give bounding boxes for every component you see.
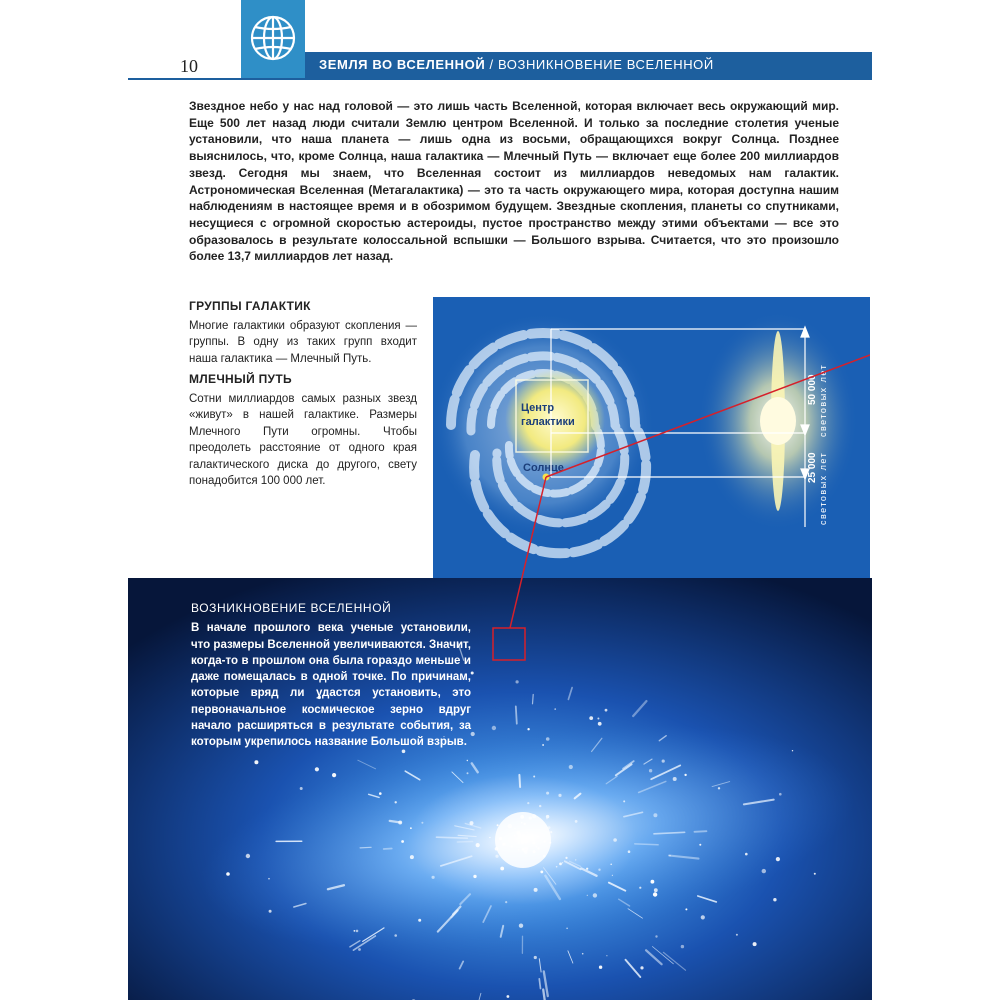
star <box>605 709 608 712</box>
star <box>540 871 543 874</box>
header-separator: / <box>485 57 498 72</box>
star <box>507 995 510 998</box>
dim-25000-label: 25 000 <box>807 452 818 483</box>
star <box>562 862 563 863</box>
star <box>699 844 701 846</box>
origin-text: В начале прошлого века ученые установили, что размеры Вселенной увеличиваются. Значит, когда-то в прошлом она была гораздо меньше и даже помещалась в одной точке. По причинам, которые вряд ли удастся установить, это первоначальное космическое зерно вдруг начало расширяться в результате события, за которым укрепилось название Большой взрыв. <box>191 622 471 749</box>
light-ray <box>539 979 540 989</box>
header-section: ЗЕМЛЯ ВО ВСЕЛЕННОЙ <box>319 57 486 72</box>
star <box>566 928 568 930</box>
star <box>779 793 782 796</box>
header-breadcrumb <box>319 57 714 72</box>
milky-way-text: Сотни миллиардов самых разных звезд «живут» в нашей галактике. Размеры Млечного Пути огромны. Чтобы преодолеть расстояние от одного края галактического диска до другого, свету понадобится 100 000 лет. <box>189 392 417 487</box>
light-ray <box>437 837 468 838</box>
star <box>792 750 793 751</box>
groups-text: Многие галактики образуют скопления — группы. В одну из таких групп входит наша галактика — Млечный Путь. <box>189 319 417 365</box>
header-rule <box>128 78 872 80</box>
star <box>226 872 230 876</box>
origin-text-block <box>191 600 471 751</box>
star <box>673 777 677 781</box>
star <box>467 760 468 761</box>
light-ray <box>360 847 371 848</box>
star <box>467 772 469 774</box>
star <box>598 722 602 726</box>
milky-way-title: МЛЕЧНЫЙ ПУТЬ <box>189 372 292 386</box>
star <box>753 942 757 946</box>
section-badge <box>241 0 305 78</box>
star <box>814 873 816 875</box>
dim-50000-label: 50 000 <box>807 374 818 405</box>
star <box>471 732 475 736</box>
star <box>684 774 686 776</box>
light-ray <box>519 775 520 787</box>
star <box>269 910 272 913</box>
star <box>718 787 720 789</box>
star <box>569 765 573 769</box>
star <box>516 680 519 683</box>
star <box>505 901 507 903</box>
light-ray <box>635 844 658 845</box>
dim-unit-label-lower: световых лет <box>818 451 828 525</box>
star <box>533 776 535 778</box>
star <box>613 838 617 842</box>
star <box>640 966 643 969</box>
milky-way-section <box>189 371 417 490</box>
star <box>599 966 602 969</box>
star <box>565 857 567 859</box>
light-ray <box>384 849 392 850</box>
light-ray <box>516 706 517 723</box>
globe-icon <box>241 0 305 78</box>
star <box>358 948 361 951</box>
star <box>527 728 529 730</box>
star <box>559 863 562 866</box>
star <box>736 934 738 936</box>
star <box>476 843 480 847</box>
big-bang-image <box>128 578 872 1000</box>
light-ray <box>533 695 534 704</box>
star <box>410 827 412 829</box>
star <box>628 850 631 853</box>
header-topic: ВОЗНИКНОВЕНИЕ ВСЕЛЕННОЙ <box>497 57 714 72</box>
big-bang-core <box>495 812 551 868</box>
center-label-line2: галактики <box>521 416 575 428</box>
star <box>558 794 561 797</box>
star <box>398 821 402 825</box>
star <box>612 875 613 876</box>
star <box>589 716 593 720</box>
star <box>546 818 547 819</box>
star <box>401 840 404 843</box>
star <box>418 919 421 922</box>
star <box>410 855 414 859</box>
star <box>649 769 652 772</box>
star <box>651 880 655 884</box>
light-ray <box>457 842 472 843</box>
star <box>598 869 600 871</box>
intro-paragraph: Звездное небо у нас над головой — это лишь часть Вселенной, которая включает весь окружающий мир. Еще 500 лет назад люди считали Землю центром Вселенной. И только за последние столетия ученые установили, что наша планета — лишь одна из восьми, обращающихся вокруг Солнца. Позднее выяснилось, что, кроме Солнца, наша галактика — Млечный Путь — включает еще более 200 миллиардов звезд. Сегодня мы знаем, что Вселенная состоит из миллиардов неведомых нам галактик. Астрономическая Вселенная (Метагалактика) — это та часть окружающего мира, которая доступна нашим наблюдениям в настоящее время и в обозримом будущем. Звездные скопления, планеты со спутниками, несущиеся с огромной скоростью астероиды, пустое пространство между этими объектами — все это образовалось в результате колоссальной вспышки — Большого взрыва. Считается, что это произошло более 13,7 миллиардов лет назад. <box>189 99 839 264</box>
star <box>685 908 687 910</box>
star <box>662 760 665 763</box>
star <box>254 760 258 764</box>
star <box>586 868 588 870</box>
star <box>379 792 382 795</box>
star <box>575 820 578 823</box>
star <box>519 924 523 928</box>
star <box>332 773 336 777</box>
star <box>534 888 538 892</box>
star <box>315 767 319 771</box>
edge-on-bulge <box>760 397 796 445</box>
star <box>497 824 499 826</box>
star <box>745 853 748 856</box>
star <box>654 888 658 892</box>
star <box>554 708 556 710</box>
page-number: 10 <box>180 56 198 76</box>
star <box>669 855 671 857</box>
star <box>470 821 474 825</box>
star <box>421 822 423 824</box>
star <box>268 878 270 880</box>
star <box>653 892 657 896</box>
star <box>681 945 684 948</box>
origin-title: ВОЗНИКНОВЕНИЕ ВСЕЛЕННОЙ <box>191 601 392 615</box>
star <box>610 864 612 866</box>
star <box>593 893 597 897</box>
star <box>550 831 552 833</box>
light-ray <box>695 831 707 832</box>
header-bar <box>305 52 872 78</box>
star <box>432 876 435 879</box>
star <box>776 857 780 861</box>
star <box>394 934 397 937</box>
star <box>597 718 599 720</box>
star <box>542 744 544 746</box>
star <box>246 854 250 858</box>
star <box>556 866 558 868</box>
galaxy-diagram <box>433 297 870 578</box>
star <box>539 805 541 807</box>
star <box>582 953 584 955</box>
star <box>546 815 549 818</box>
star <box>354 930 356 932</box>
star <box>762 869 766 873</box>
star <box>356 930 359 933</box>
star <box>300 787 303 790</box>
star <box>492 726 496 730</box>
center-label-line1: Центр <box>521 402 555 414</box>
star <box>471 672 474 675</box>
star <box>773 898 776 901</box>
star <box>473 875 476 878</box>
star <box>653 813 657 817</box>
galaxy-illustration <box>433 297 870 578</box>
star <box>639 887 641 889</box>
star <box>495 855 498 858</box>
sun-label: Солнце <box>523 462 564 474</box>
dim-unit-label-upper: световых лет <box>818 363 828 437</box>
groups-section <box>189 298 417 367</box>
star <box>395 801 397 803</box>
star <box>546 792 549 795</box>
star <box>606 955 607 956</box>
star <box>655 935 657 937</box>
star <box>527 802 529 804</box>
star <box>587 895 588 896</box>
star <box>575 859 576 860</box>
groups-title: ГРУППЫ ГАЛАКТИК <box>189 299 311 313</box>
star <box>489 837 490 838</box>
star <box>500 867 504 871</box>
star <box>534 956 537 959</box>
star <box>546 737 550 741</box>
star <box>623 800 625 802</box>
star <box>701 915 705 919</box>
